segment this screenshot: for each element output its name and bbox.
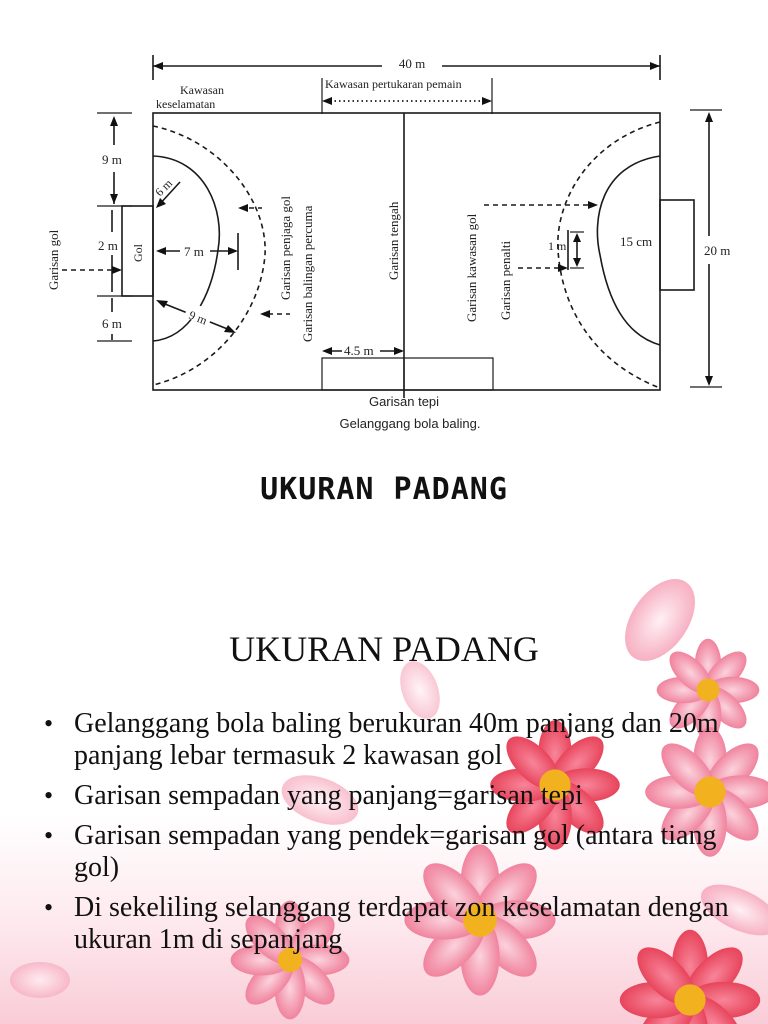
substitution-zone-label: Kawasan pertukaran pemain	[325, 77, 462, 91]
length-label: 40 m	[398, 56, 426, 71]
diagram-caption: Gelanggang bola baling.	[339, 416, 481, 431]
nine-m-arc-label: 9 m	[186, 307, 210, 328]
bullet-list	[44, 708, 734, 964]
goalkeeper-line-label: Garisan penjaga gol	[278, 196, 293, 300]
free-throw-line-label: Garisan balingan percuma	[300, 205, 315, 342]
right-goal-area-line	[597, 156, 660, 345]
goal-area-line-label: Garisan kawasan gol	[464, 213, 479, 322]
goal-line-label: Garisan gol	[46, 229, 61, 290]
fifteen-cm-label: 15 cm	[620, 234, 653, 249]
four-half-m-label: 4.5 m	[344, 343, 374, 358]
slide-title: UKURAN PADANG	[229, 629, 539, 669]
six-m-arc-label: 6 m	[152, 176, 176, 200]
side-line-label: Garisan tepi	[368, 394, 440, 409]
one-m-label: 1 m	[548, 239, 567, 253]
nine-m-left-label: 9 m	[102, 152, 122, 167]
safety-zone-label-2: keselamatan	[156, 97, 216, 111]
width-label: 20 m	[704, 243, 731, 258]
list-item: • Garisan sempadan yang pendek=garisan gol (antara tiang gol)	[44, 820, 717, 883]
safety-zone-label-1: Kawasan	[180, 83, 224, 97]
list-item: • Gelanggang bola baling berukuran 40m panjang dan 20m panjang lebar termasuk 2 kawasan gol	[44, 708, 719, 771]
goal-label: Gol	[131, 244, 145, 262]
top-slide-title: UKURAN PADANG	[260, 472, 508, 507]
list-item: • Di sekeliling selanggang terdapat zon keselamatan dengan ukuran 1m di sepanjang	[44, 892, 729, 955]
six-m-left-label: 6 m	[102, 316, 122, 331]
seven-m-label: 7 m	[184, 244, 204, 259]
penalty-line-label: Garisan penalti	[498, 240, 513, 320]
two-m-label: 2 m	[98, 238, 118, 253]
text-slide	[0, 560, 768, 1024]
center-line-label: Garisan tengah	[386, 201, 401, 280]
list-item: • Garisan sempadan yang panjang=garisan tepi	[44, 780, 583, 811]
right-goal	[660, 200, 694, 290]
